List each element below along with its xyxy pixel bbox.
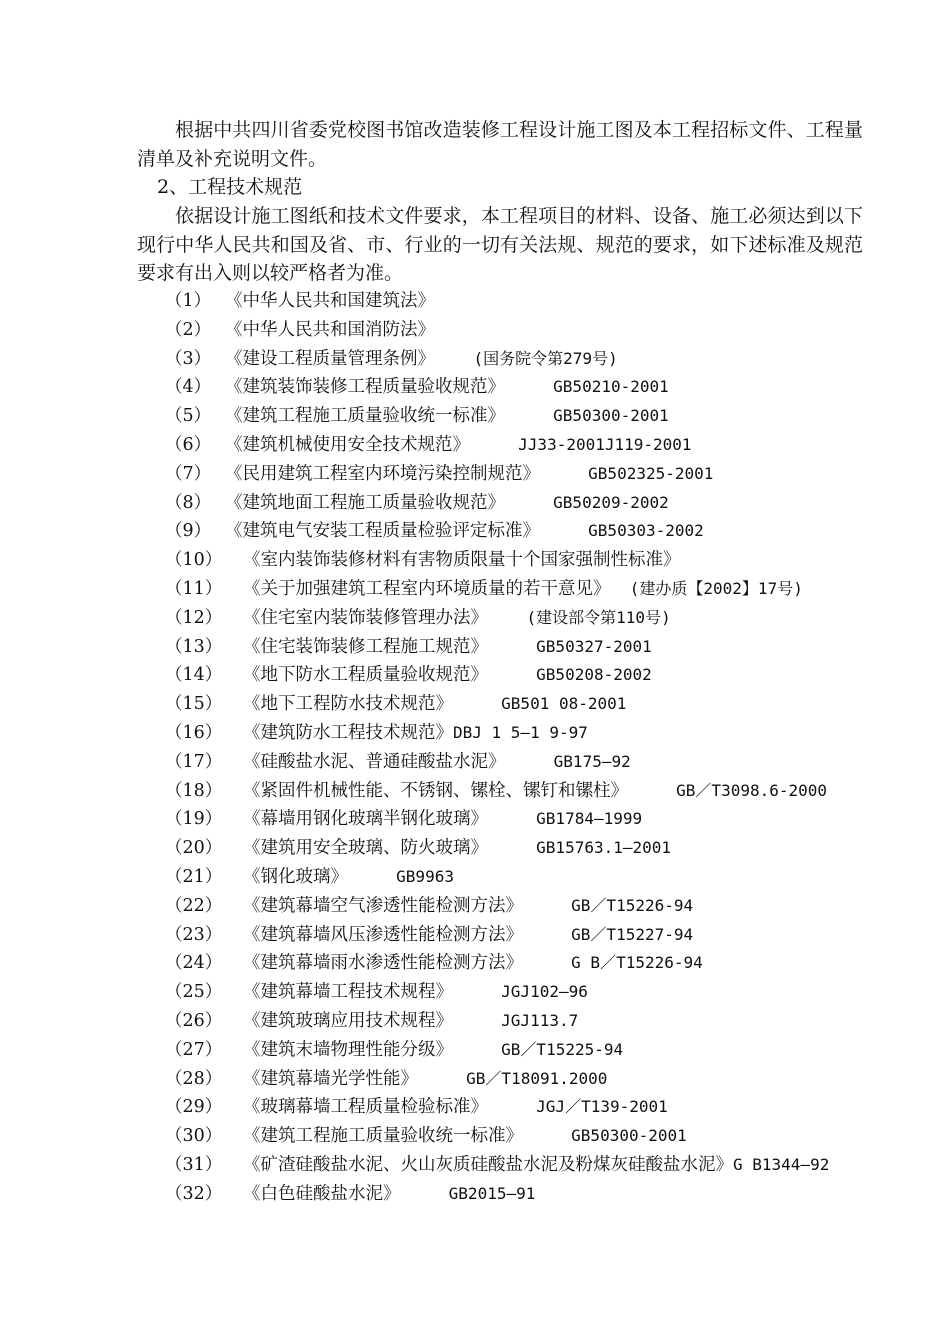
list-item	[165, 546, 829, 575]
item-title: 《幕墙用钢化玻璃半钢化玻璃》	[243, 809, 488, 830]
item-title: 《建筑末墙物理性能分级》	[243, 1039, 453, 1060]
item-title: 《住宅装饰装修工程施工规范》	[243, 636, 488, 657]
item-title: 《玻璃幕墙工程质量检验标准》	[243, 1097, 488, 1118]
item-number: （12）	[165, 607, 223, 628]
item-title: 《建筑玻璃应用技术规程》	[243, 1010, 453, 1031]
standards-list	[165, 287, 829, 1209]
item-title: 《建筑幕墙工程技术规程》	[243, 982, 453, 1003]
item-number: （11）	[165, 578, 223, 599]
item-title: 《建筑幕墙雨水渗透性能检测方法》	[243, 953, 523, 974]
item-number: （27）	[165, 1039, 223, 1060]
list-item	[165, 431, 829, 460]
list-item	[165, 719, 829, 748]
item-number: （30）	[165, 1126, 223, 1147]
list-item	[165, 1007, 829, 1036]
list-item	[165, 633, 829, 662]
item-number: （9）	[165, 521, 212, 542]
item-code: GB／T15226-94	[523, 895, 694, 915]
item-code: GB1784—1999	[488, 809, 643, 829]
item-number: （14）	[165, 665, 223, 686]
item-number: （29）	[165, 1097, 223, 1118]
item-number: （7）	[165, 463, 212, 484]
item-code: DBJ 1 5—1 9-97	[453, 722, 588, 742]
section-paragraph: 依据设计施工图纸和技术文件要求，本工程项目的材料、设备、施工必须达到以下现行中华人民共和国及省、市、行业的一切有关法规、规范的要求，如下述标准及规范要求有出入则以较严格者为准。	[137, 205, 863, 285]
item-number: （5）	[165, 406, 212, 427]
item-title: 《建筑幕墙风压渗透性能检测方法》	[243, 924, 523, 945]
item-code: GB2015—91	[400, 1183, 536, 1203]
item-code: GB50209-2002	[505, 492, 669, 512]
item-title: 《中华人民共和国建筑法》	[225, 291, 435, 311]
list-item	[165, 863, 829, 892]
list-item	[165, 690, 829, 719]
item-title: 《建筑防水工程技术规范》	[243, 722, 453, 743]
item-code: G B／T15226-94	[523, 953, 703, 973]
list-item	[165, 460, 829, 489]
item-title: 《建筑幕墙光学性能》	[243, 1068, 418, 1089]
item-number: （32）	[165, 1183, 223, 1204]
list-item	[165, 402, 829, 431]
item-number: （8）	[165, 492, 212, 513]
item-title: 《建筑工程施工质量验收统一标准》	[225, 406, 505, 427]
item-code: (建办质【2002】17号)	[610, 578, 803, 598]
item-code: GB50208-2002	[488, 665, 652, 685]
list-item	[165, 805, 829, 834]
list-item	[165, 575, 829, 604]
list-item	[165, 748, 829, 777]
item-code: JGJ102—96	[453, 982, 588, 1002]
item-code: GB50303-2002	[540, 521, 704, 541]
list-item	[165, 921, 829, 950]
list-item	[165, 1180, 829, 1209]
item-title: 《建筑地面工程施工质量验收规范》	[225, 492, 505, 513]
item-title: 《白色硅酸盐水泥》	[243, 1183, 401, 1204]
item-number: （22）	[165, 895, 223, 916]
list-item	[165, 316, 829, 345]
item-code: GB175—92	[505, 751, 631, 771]
list-item	[165, 1036, 829, 1065]
item-code: GB50210-2001	[505, 377, 669, 397]
item-title: 《建筑机械使用安全技术规范》	[225, 434, 470, 455]
item-number: （4）	[165, 377, 212, 398]
item-title: 《建筑装饰装修工程质量验收规范》	[225, 377, 505, 398]
item-code: GB501 08-2001	[453, 694, 627, 714]
list-item	[165, 892, 829, 921]
item-number: （10）	[165, 550, 223, 571]
item-title: 《建筑幕墙空气渗透性能检测方法》	[243, 895, 523, 916]
item-title: 《建筑电气安装工程质量检验评定标准》	[225, 521, 540, 542]
item-code: GB50300-2001	[523, 1126, 687, 1146]
item-number: （3）	[165, 348, 212, 369]
item-code: GB／T15225-94	[453, 1039, 624, 1059]
item-title: 《建设工程质量管理条例》	[225, 348, 435, 369]
item-code: GB／T15227-94	[523, 924, 694, 944]
item-code: G B1344—92	[733, 1154, 830, 1174]
list-item	[165, 1065, 829, 1094]
list-item	[165, 287, 829, 316]
item-number: （17）	[165, 751, 223, 772]
item-number: （28）	[165, 1068, 223, 1089]
item-number: （15）	[165, 694, 223, 715]
item-number: （13）	[165, 636, 223, 657]
item-title: 《紧固件机械性能、不锈钢、镙栓、镙钉和镙柱》	[243, 780, 628, 801]
item-number: （2）	[165, 319, 212, 340]
item-title: 《关于加强建筑工程室内环境质量的若干意见》	[243, 578, 611, 599]
item-title: 《住宅室内装饰装修管理办法》	[243, 607, 488, 628]
list-item	[165, 604, 829, 633]
list-item	[165, 517, 829, 546]
item-number: （21）	[165, 866, 223, 887]
item-code: GB15763.1—2001	[488, 838, 672, 858]
item-code: JJ33-2001J119-2001	[470, 434, 692, 454]
item-title: 《矿渣硅酸盐水泥、火山灰质硅酸盐水泥及粉煤灰硅酸盐水泥》	[243, 1154, 733, 1175]
list-item	[165, 1122, 829, 1151]
item-code: GB502325-2001	[540, 463, 714, 483]
item-title: 《民用建筑工程室内环境污染控制规范》	[225, 463, 540, 484]
item-code: GB50300-2001	[505, 406, 669, 426]
item-title: 《中华人民共和国消防法》	[225, 319, 435, 340]
item-title: 《硅酸盐水泥、普通硅酸盐水泥》	[243, 751, 506, 772]
item-title: 《建筑用安全玻璃、防火玻璃》	[243, 838, 488, 859]
item-code: GB／T18091.2000	[418, 1068, 608, 1088]
item-number: （6）	[165, 434, 212, 455]
item-code: JGJ／T139-2001	[488, 1097, 668, 1117]
item-code: GB50327-2001	[488, 636, 652, 656]
item-number: （23）	[165, 924, 223, 945]
list-item	[165, 1093, 829, 1122]
item-code: (国务院令第279号)	[435, 348, 618, 368]
list-item	[165, 345, 829, 374]
list-item	[165, 978, 829, 1007]
list-item	[165, 1151, 829, 1180]
section-heading: 2、工程技术规范	[157, 176, 303, 198]
item-number: （26）	[165, 1010, 223, 1031]
item-title: 《地下防水工程质量验收规范》	[243, 665, 488, 686]
item-number: （24）	[165, 953, 223, 974]
item-number: （20）	[165, 838, 223, 859]
item-number: （1）	[165, 291, 212, 311]
item-title: 《建筑工程施工质量验收统一标准》	[243, 1126, 523, 1147]
item-number: （19）	[165, 809, 223, 830]
list-item	[165, 777, 829, 806]
item-code: JGJ113.7	[453, 1010, 579, 1030]
item-title: 《钢化玻璃》	[243, 866, 348, 887]
item-number: （18）	[165, 780, 223, 801]
list-item	[165, 373, 829, 402]
item-number: （25）	[165, 982, 223, 1003]
list-item	[165, 489, 829, 518]
item-title: 《地下工程防水技术规范》	[243, 694, 453, 715]
item-number: （16）	[165, 722, 223, 743]
item-title: 《室内装饰装修材料有害物质限量十个国家强制性标准》	[243, 550, 681, 571]
item-number: （31）	[165, 1154, 223, 1175]
item-code: GB／T3098.6-2000	[628, 780, 828, 800]
list-item	[165, 949, 829, 978]
intro-paragraph: 根据中共四川省委党校图书馆改造装修工程设计施工图及本工程招标文件、工程量清单及补充说明文件。	[137, 119, 863, 170]
item-code: (建设部令第110号)	[488, 607, 671, 627]
list-item	[165, 661, 829, 690]
item-code: GB9963	[348, 866, 454, 886]
list-item	[165, 834, 829, 863]
